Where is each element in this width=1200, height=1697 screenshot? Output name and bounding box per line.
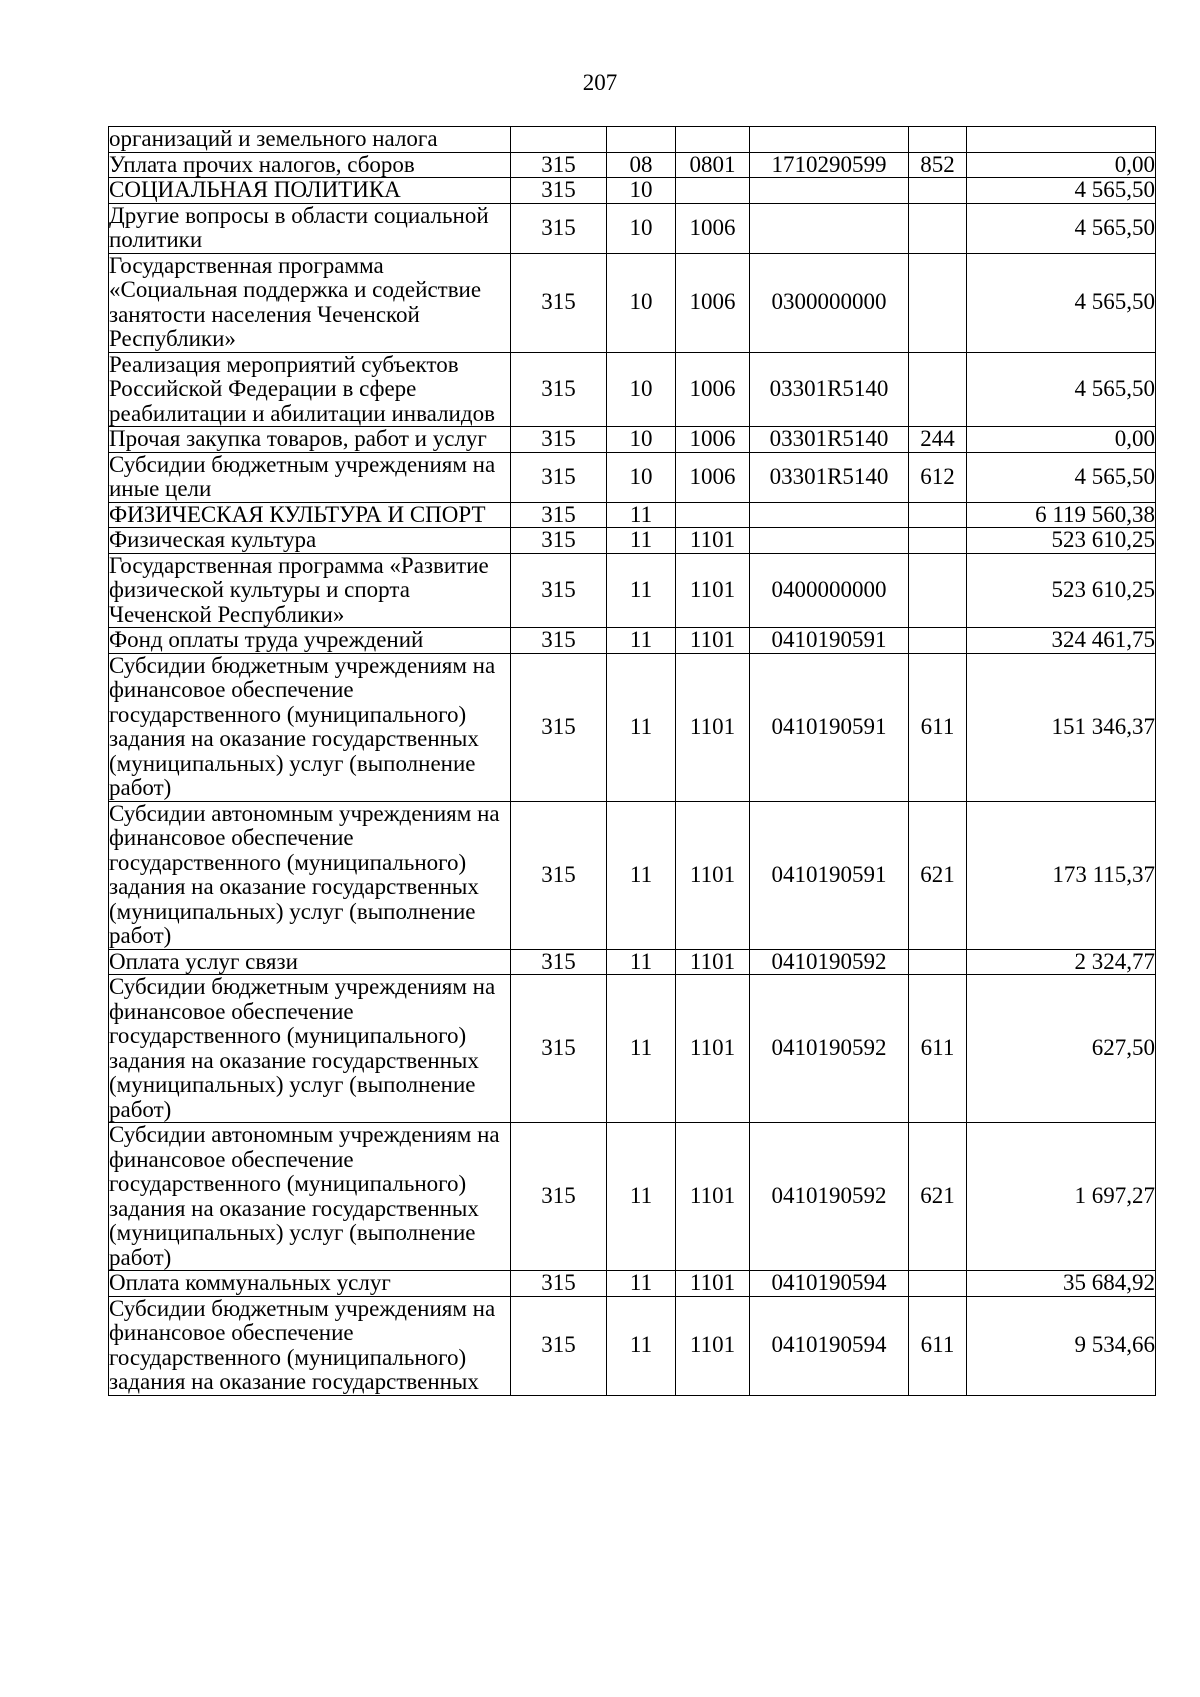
section-code: 11: [607, 975, 676, 1123]
amount: 4 565,50: [967, 352, 1156, 427]
ministry-code: 315: [511, 975, 607, 1123]
amount: 35 684,92: [967, 1271, 1156, 1297]
target-code: 0410190591: [750, 628, 909, 654]
subsection-code: 0801: [676, 152, 750, 178]
row-name: Субсидии автономным учреждениям на финансовое обеспечение государственного (муниципального) задания на оказание государственных (муниципальных) услуг (выполнение работ): [109, 801, 511, 949]
subsection-code: [676, 502, 750, 528]
target-code: 0410190592: [750, 975, 909, 1123]
expense-type-code: [909, 127, 967, 153]
ministry-code: 315: [511, 452, 607, 502]
ministry-code: 315: [511, 1123, 607, 1271]
subsection-code: 1101: [676, 1123, 750, 1271]
table-row: [109, 253, 1156, 352]
table-row: [109, 949, 1156, 975]
target-code: 03301R5140: [750, 427, 909, 453]
row-name: ФИЗИЧЕСКАЯ КУЛЬТУРА И СПОРТ: [109, 502, 511, 528]
target-code: 03301R5140: [750, 452, 909, 502]
ministry-code: 315: [511, 628, 607, 654]
target-code: 0400000000: [750, 553, 909, 628]
amount: 2 324,77: [967, 949, 1156, 975]
expense-type-code: 611: [909, 975, 967, 1123]
amount: 1 697,27: [967, 1123, 1156, 1271]
target-code: [750, 203, 909, 253]
table-row: [109, 127, 1156, 153]
section-code: 11: [607, 1123, 676, 1271]
section-code: 11: [607, 1296, 676, 1395]
section-code: 10: [607, 253, 676, 352]
amount: 4 565,50: [967, 253, 1156, 352]
expense-type-code: 244: [909, 427, 967, 453]
amount: 4 565,50: [967, 452, 1156, 502]
target-code: 1710290599: [750, 152, 909, 178]
target-code: 0410190591: [750, 801, 909, 949]
expense-type-code: 621: [909, 801, 967, 949]
amount: 627,50: [967, 975, 1156, 1123]
row-name: Оплата коммунальных услуг: [109, 1271, 511, 1297]
ministry-code: 315: [511, 528, 607, 554]
section-code: 11: [607, 801, 676, 949]
row-name: Физическая культура: [109, 528, 511, 554]
section-code: 10: [607, 178, 676, 204]
row-name: Прочая закупка товаров, работ и услуг: [109, 427, 511, 453]
expense-type-code: 852: [909, 152, 967, 178]
section-code: 10: [607, 352, 676, 427]
ministry-code: 315: [511, 801, 607, 949]
subsection-code: [676, 127, 750, 153]
amount: 0,00: [967, 427, 1156, 453]
table-row: [109, 528, 1156, 554]
section-code: 11: [607, 1271, 676, 1297]
section-code: 11: [607, 553, 676, 628]
target-code: 0410190594: [750, 1296, 909, 1395]
table-row: [109, 1271, 1156, 1297]
budget-table-body: [109, 127, 1156, 1396]
amount: 4 565,50: [967, 178, 1156, 204]
row-name: Субсидии бюджетным учреждениям на финансовое обеспечение государственного (муниципального) задания на оказание государственных (муниципальных) услуг (выполнение работ): [109, 975, 511, 1123]
subsection-code: 1006: [676, 427, 750, 453]
subsection-code: 1101: [676, 653, 750, 801]
row-name: Субсидии автономным учреждениям на финансовое обеспечение государственного (муниципального) задания на оказание государственных (муниципальных) услуг (выполнение работ): [109, 1123, 511, 1271]
amount: 523 610,25: [967, 553, 1156, 628]
row-name: Уплата прочих налогов, сборов: [109, 152, 511, 178]
subsection-code: 1006: [676, 203, 750, 253]
amount: 4 565,50: [967, 203, 1156, 253]
row-name: СОЦИАЛЬНАЯ ПОЛИТИКА: [109, 178, 511, 204]
expense-type-code: [909, 352, 967, 427]
subsection-code: 1101: [676, 975, 750, 1123]
subsection-code: 1101: [676, 1296, 750, 1395]
table-row: [109, 352, 1156, 427]
amount: 324 461,75: [967, 628, 1156, 654]
amount: 523 610,25: [967, 528, 1156, 554]
row-name: Реализация мероприятий субъектов Российской Федерации в сфере реабилитации и абилитации инвалидов: [109, 352, 511, 427]
expense-type-code: [909, 203, 967, 253]
target-code: [750, 127, 909, 153]
page-number: 207: [582, 70, 618, 95]
section-code: 08: [607, 152, 676, 178]
table-row: [109, 203, 1156, 253]
target-code: 0410190591: [750, 653, 909, 801]
expense-type-code: [909, 553, 967, 628]
row-name: Субсидии бюджетным учреждениям на иные цели: [109, 452, 511, 502]
subsection-code: 1006: [676, 452, 750, 502]
section-code: 10: [607, 452, 676, 502]
table-row: [109, 653, 1156, 801]
subsection-code: 1101: [676, 528, 750, 554]
expense-type-code: 611: [909, 1296, 967, 1395]
subsection-code: 1101: [676, 801, 750, 949]
row-name: Другие вопросы в области социальной политики: [109, 203, 511, 253]
expense-type-code: [909, 502, 967, 528]
subsection-code: 1101: [676, 949, 750, 975]
row-name: организаций и земельного налога: [109, 127, 511, 153]
table-row: [109, 975, 1156, 1123]
target-code: [750, 528, 909, 554]
subsection-code: 1101: [676, 1271, 750, 1297]
table-row: [109, 1296, 1156, 1395]
ministry-code: 315: [511, 352, 607, 427]
row-name: Государственная программа «Социальная поддержка и содействие занятости населения Чеченской Республики»: [109, 253, 511, 352]
ministry-code: 315: [511, 502, 607, 528]
expense-type-code: [909, 528, 967, 554]
subsection-code: 1006: [676, 253, 750, 352]
ministry-code: 315: [511, 1271, 607, 1297]
amount: 151 346,37: [967, 653, 1156, 801]
expense-type-code: [909, 949, 967, 975]
section-code: 11: [607, 628, 676, 654]
table-row: [109, 553, 1156, 628]
table-row: [109, 1123, 1156, 1271]
budget-table: [108, 126, 1156, 1396]
row-name: Субсидии бюджетным учреждениям на финансовое обеспечение государственного (муниципального) задания на оказание государственных (муниципальных) услуг (выполнение работ): [109, 653, 511, 801]
row-name: Оплата услуг связи: [109, 949, 511, 975]
section-code: 10: [607, 203, 676, 253]
section-code: 11: [607, 528, 676, 554]
amount: 6 119 560,38: [967, 502, 1156, 528]
table-row: [109, 178, 1156, 204]
table-row: [109, 152, 1156, 178]
expense-type-code: 621: [909, 1123, 967, 1271]
subsection-code: 1101: [676, 628, 750, 654]
section-code: 10: [607, 427, 676, 453]
table-row: [109, 801, 1156, 949]
subsection-code: 1101: [676, 553, 750, 628]
amount: 0,00: [967, 152, 1156, 178]
target-code: [750, 178, 909, 204]
ministry-code: 315: [511, 152, 607, 178]
amount: 173 115,37: [967, 801, 1156, 949]
expense-type-code: 612: [909, 452, 967, 502]
ministry-code: 315: [511, 427, 607, 453]
section-code: [607, 127, 676, 153]
expense-type-code: 611: [909, 653, 967, 801]
table-row: [109, 628, 1156, 654]
target-code: 0300000000: [750, 253, 909, 352]
subsection-code: [676, 178, 750, 204]
table-row: [109, 452, 1156, 502]
expense-type-code: [909, 1271, 967, 1297]
target-code: 0410190592: [750, 949, 909, 975]
target-code: 03301R5140: [750, 352, 909, 427]
table-row: [109, 427, 1156, 453]
section-code: 11: [607, 949, 676, 975]
ministry-code: 315: [511, 653, 607, 801]
ministry-code: [511, 127, 607, 153]
target-code: [750, 502, 909, 528]
row-name: Государственная программа «Развитие физической культуры и спорта Чеченской Республики»: [109, 553, 511, 628]
ministry-code: 315: [511, 553, 607, 628]
expense-type-code: [909, 178, 967, 204]
amount: [967, 127, 1156, 153]
ministry-code: 315: [511, 949, 607, 975]
ministry-code: 315: [511, 203, 607, 253]
row-name: Фонд оплаты труда учреждений: [109, 628, 511, 654]
ministry-code: 315: [511, 178, 607, 204]
ministry-code: 315: [511, 253, 607, 352]
subsection-code: 1006: [676, 352, 750, 427]
expense-type-code: [909, 628, 967, 654]
table-row: [109, 502, 1156, 528]
section-code: 11: [607, 502, 676, 528]
target-code: 0410190592: [750, 1123, 909, 1271]
expense-type-code: [909, 253, 967, 352]
ministry-code: 315: [511, 1296, 607, 1395]
target-code: 0410190594: [750, 1271, 909, 1297]
amount: 9 534,66: [967, 1296, 1156, 1395]
row-name: Субсидии бюджетным учреждениям на финансовое обеспечение государственного (муниципального) задания на оказание государственных: [109, 1296, 511, 1395]
section-code: 11: [607, 653, 676, 801]
